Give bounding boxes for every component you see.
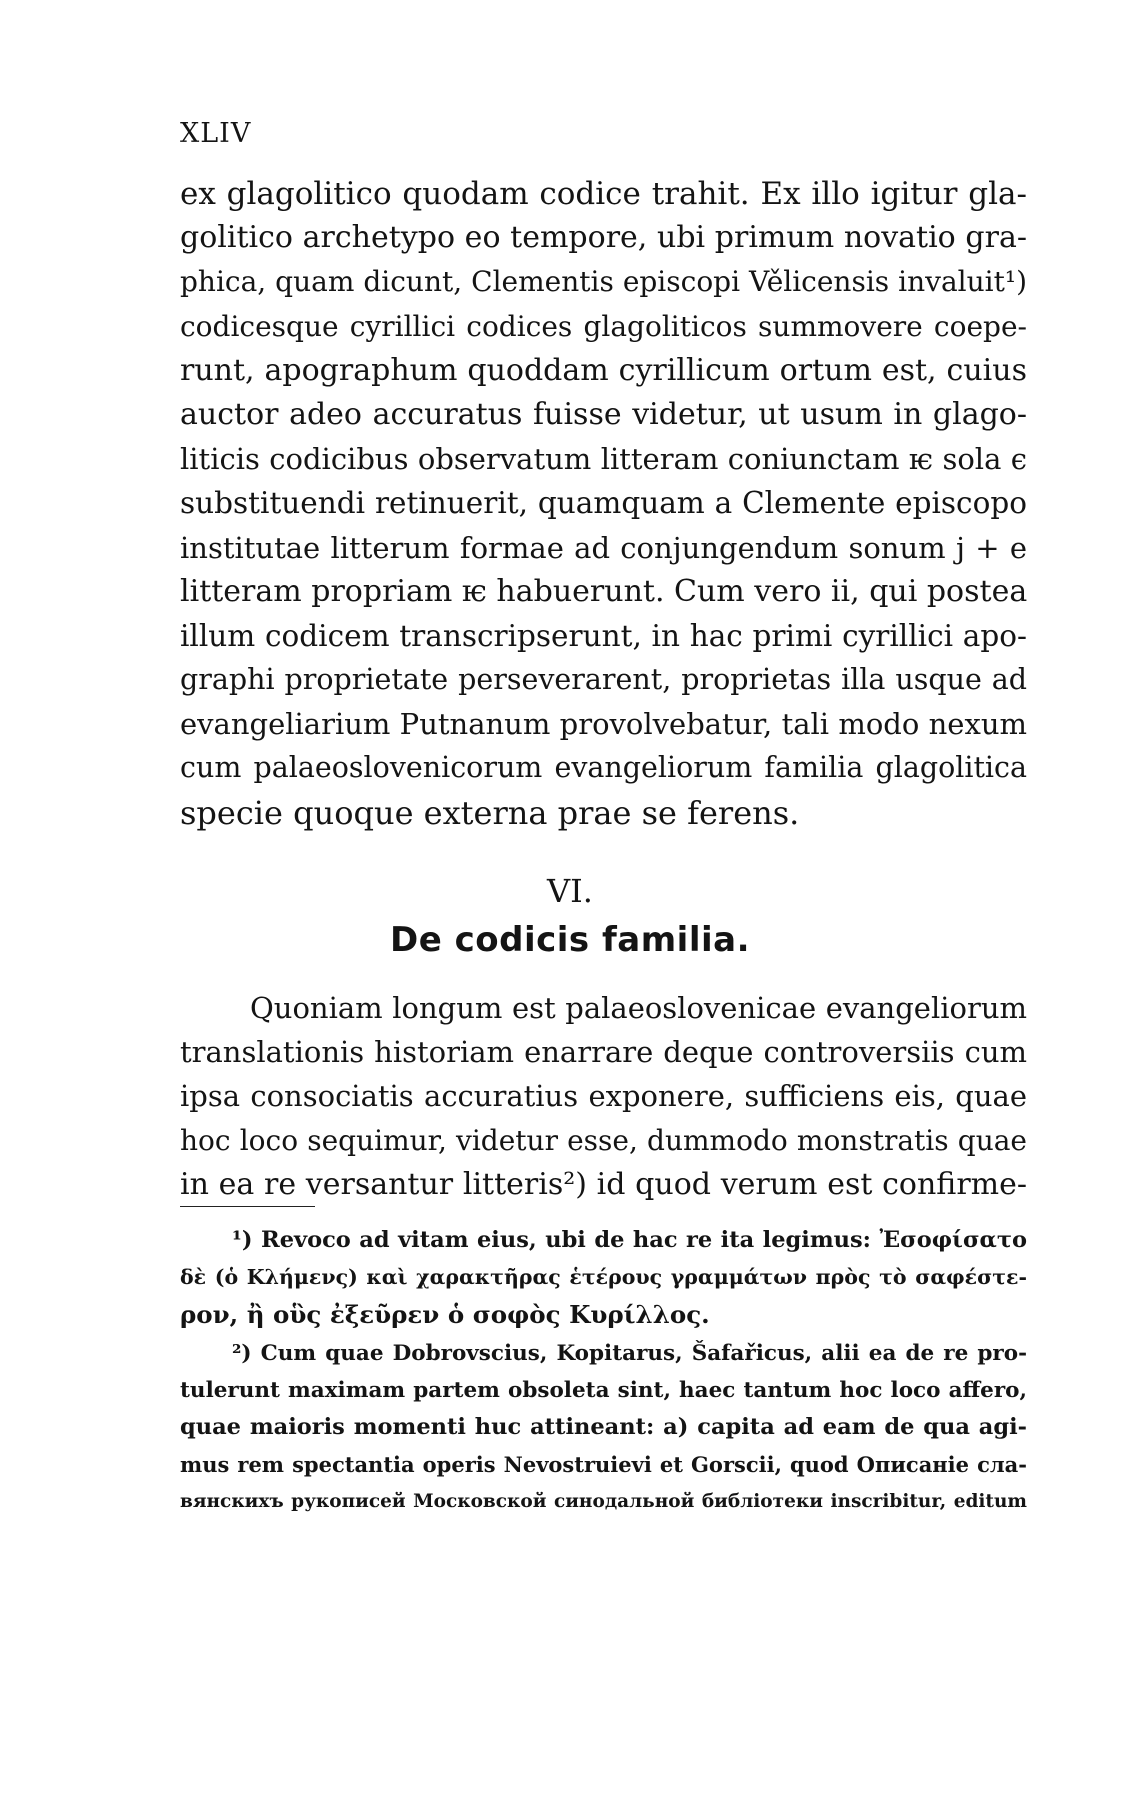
text-line: liticis codicibus observatum litteram coniunctam ѥ sola є [180,442,1027,477]
text-line: institutae litterum formae ad conjungendum sonum j + e [180,530,1027,565]
footnote-line: ¹) Revoco ad vitam eius, ubi de hac re ita legimus: Ἐσοφίσατο [232,1227,1027,1253]
text-line: runt, apographum quoddam cyrillicum ortum est, cuius [180,352,1027,388]
footnote-line: quae maioris momenti huc attineant: a) capita ad eam de qua agi- [180,1414,1027,1440]
text-line: phica, quam dicunt, Clementis episcopi Vělicensis invaluit¹) [180,265,1027,299]
paragraph-2 [180,986,1027,1207]
section-number: VI. [547,872,593,910]
footnote-1 [180,1222,1027,1333]
text-line: graphi proprietate perseverarent, proprietas illa usque ad [180,663,1027,697]
text-line: Quoniam longum est palaeoslovenicae evangeliorum [250,991,1027,1025]
text-line: ipsa consociatis accuratius exponere, sufficiens eis, quae [180,1079,1027,1114]
text-line: litteram propriam ѥ habuerunt. Cum vero ii, qui postea [180,573,1028,609]
text-line: substituendi retinuerit, quamquam a Clemente episcopo [180,486,1027,521]
text-line: specie quoque externa prae se ferens. [180,793,800,832]
footnote-line: ²) Cum quae Dobrovscius, Kopitarus, Šafařicus, alii ea de re pro- [232,1341,1027,1366]
page-number: XLIV [180,118,252,149]
section-title: De codicis familia. [390,920,750,960]
text-line: codicesque cyrillici codices glagoliticos summovere coepe- [180,309,1027,343]
footnote-line: ρον, ἢ οὓς ἐξεῦρεν ὁ σοφὸς Κυρίλλος. [180,1300,710,1329]
text-line: ex glagolitico quodam codice trahit. Ex illo igitur gla- [180,176,1027,212]
text-line: translationis historiam enarrare deque controversiis cum [180,1035,1027,1070]
text-line: in ea re versantur litteris²) id quod verum est confirme- [180,1166,1027,1202]
text-line: cum palaeoslovenicorum evangeliorum familia glagolitica [180,751,1027,785]
footnote-line: вянскихъ рукописей Московской синодальной библіотеки inscribitur, editum [180,1491,1027,1512]
footnote-2 [180,1335,1027,1520]
footnote-line: mus rem spectantia operis Nevostruievi et Gorscii, quod Описаніе сла- [180,1452,1027,1477]
footnote-line: tulerunt maximam partem obsoleta sint, haec tantum hoc loco affero, [180,1378,1027,1403]
footnote-line: δὲ (ὁ Κλήμενς) καὶ χαρακτῆρας ἑτέρους γραμμάτων πρὸς τὸ σαφέστε- [180,1265,1027,1289]
text-line: hoc loco sequimur, videtur esse, dummodo monstratis quae [180,1123,1027,1157]
text-line: golitico archetypo eo tempore, ubi primum novatio gra- [180,220,1027,256]
text-line: evangeliarium Putnanum provolvebatur, tali modo nexum [180,707,1027,742]
footnote-divider [180,1206,315,1207]
text-line: illum codicem transcripserunt, in hac primi cyrillici apo- [180,618,1027,653]
paragraph-1 [180,172,1027,835]
text-line: auctor adeo accuratus fuisse videtur, ut usum in glago- [180,396,1027,432]
